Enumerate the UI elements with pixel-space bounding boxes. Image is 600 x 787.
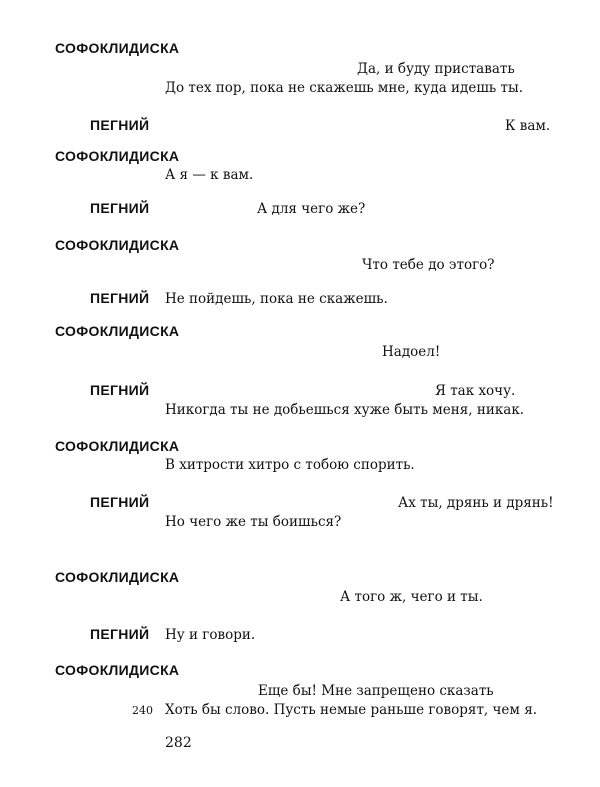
- speaker-sofoklidiska: СОФОКЛИДИСКА: [55, 148, 180, 164]
- speaker-pegniy: ПЕГНИЙ: [90, 117, 150, 133]
- verse-line: Ах ты, дрянь и дрянь!: [398, 495, 554, 511]
- verse-line: В хитрости хитро с тобою спорить.: [165, 457, 415, 473]
- speaker-pegniy: ПЕГНИЙ: [90, 290, 150, 306]
- page-number: 282: [165, 735, 192, 751]
- line-number: 240: [132, 704, 153, 717]
- speaker-pegniy: ПЕГНИЙ: [90, 382, 150, 398]
- speaker-sofoklidiska: СОФОКЛИДИСКА: [55, 237, 180, 253]
- verse-line: А я — к вам.: [165, 167, 254, 183]
- speaker-pegniy: ПЕГНИЙ: [90, 200, 150, 216]
- verse-line: К вам.: [505, 118, 551, 134]
- speaker-sofoklidiska: СОФОКЛИДИСКА: [55, 323, 180, 339]
- speaker-pegniy: ПЕГНИЙ: [90, 626, 150, 642]
- verse-line: Да, и буду приставать: [357, 61, 515, 77]
- speaker-sofoklidiska: СОФОКЛИДИСКА: [55, 40, 180, 56]
- verse-line: Не пойдешь, пока не скажешь.: [165, 291, 388, 307]
- verse-line: А того ж, чего и ты.: [340, 589, 483, 605]
- verse-line: А для чего же?: [257, 201, 366, 217]
- verse-line: Но чего же ты боишься?: [165, 514, 342, 530]
- verse-line: Еще бы! Мне запрещено сказать: [258, 683, 494, 699]
- speaker-sofoklidiska: СОФОКЛИДИСКА: [55, 662, 180, 678]
- speaker-sofoklidiska: СОФОКЛИДИСКА: [55, 569, 180, 585]
- speaker-sofoklidiska: СОФОКЛИДИСКА: [55, 438, 180, 454]
- verse-line: Хоть бы слово. Пусть немые раньше говорят, чем я.: [165, 702, 538, 718]
- verse-line: Надоел!: [382, 344, 441, 360]
- verse-line: Я так хочу.: [435, 383, 516, 399]
- verse-line: До тех пор, пока не скажешь мне, куда идешь ты.: [165, 80, 524, 96]
- verse-line: Никогда ты не добьешься хуже быть меня, никак.: [165, 402, 525, 418]
- speaker-pegniy: ПЕГНИЙ: [90, 494, 150, 510]
- verse-line: Что тебе до этого?: [362, 257, 495, 273]
- verse-line: Ну и говори.: [165, 627, 256, 643]
